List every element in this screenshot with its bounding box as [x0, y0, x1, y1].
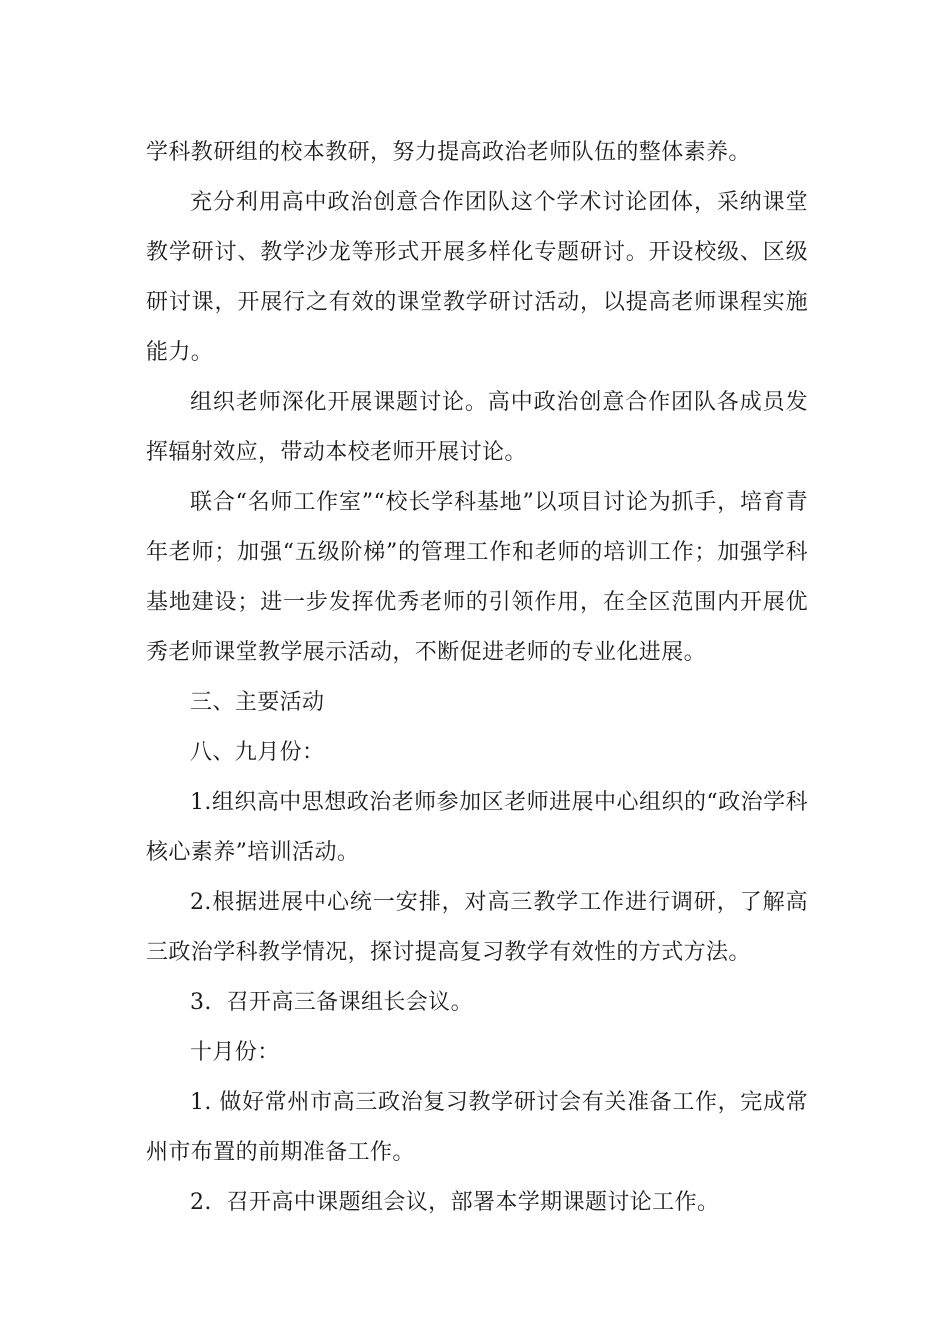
paragraph: 组织老师深化开展课题讨论。高中政治创意合作团队各成员发挥辐射效应，带动本校老师开展讨论。	[146, 390, 808, 465]
paragraph: 学科教研组的校本教研，努力提高政治老师队伍的整体素养。	[146, 140, 751, 165]
list-item: 1. 做好常州市高三政治复习教学研讨会有关准备工作，完成常州市布置的前期准备工作。	[146, 1090, 808, 1165]
document-body	[146, 128, 808, 1228]
section-heading: 三、主要活动	[190, 690, 325, 715]
list-item: 2. 召开高中课题组会议，部署本学期课题讨论工作。	[190, 1190, 720, 1215]
paragraph: 联合“名师工作室”“校长学科基地”以项目讨论为抓手，培育青年老师；加强“五级阶梯”的管理工作和老师的培训工作；加强学科基地建设；进一步发挥优秀老师的引领作用，在全区范围内开展优秀老师课堂教学展示活动，不断促进老师的专业化进展。	[146, 490, 808, 665]
month-heading: 八、九月份：	[190, 740, 325, 765]
month-heading: 十月份：	[190, 1040, 280, 1065]
paragraph: 充分利用高中政治创意合作团队这个学术讨论团体，采纳课堂教学研讨、教学沙龙等形式开展多样化专题研讨。开设校级、区级研讨课，开展行之有效的课堂教学研讨活动，以提高老师课程实施能力。	[146, 190, 808, 365]
list-item: 2.根据进展中心统一安排，对高三教学工作进行调研，了解高三政治学科教学情况，探讨提高复习教学有效性的方式方法。	[146, 890, 808, 965]
list-item: 1.组织高中思想政治老师参加区老师进展中心组织的“政治学科核心素养”培训活动。	[146, 790, 808, 865]
list-item: 3. 召开高三备课组长会议。	[190, 990, 473, 1015]
